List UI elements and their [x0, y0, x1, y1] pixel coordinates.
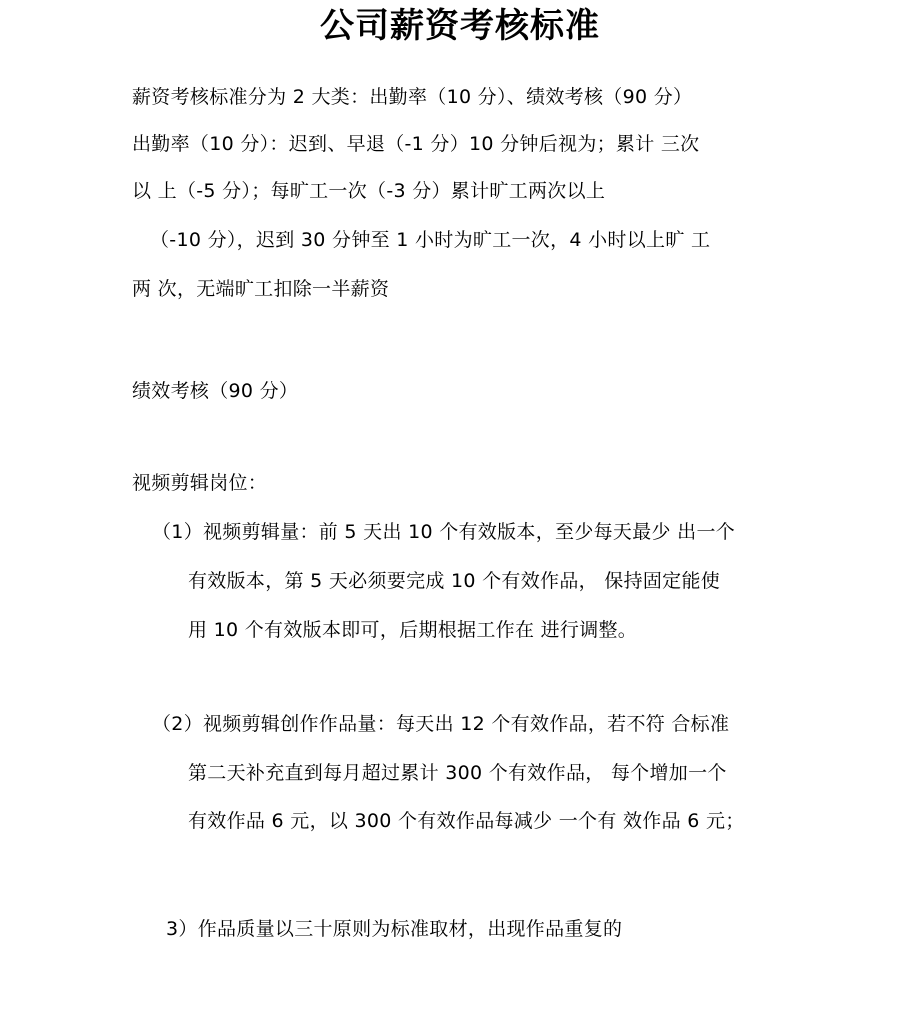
paragraph-line: 两 次，无端旷工扣除一半薪资: [132, 278, 390, 300]
list-item-line: （1）视频剪辑量：前 5 天出 10 个有效版本，至少每天最少 出一个: [152, 521, 736, 543]
section-heading: 绩效考核（90 分）: [132, 380, 299, 402]
list-item-line: 有效版本，第 5 天必须要完成 10 个有效作品， 保持固定能使: [188, 570, 721, 592]
list-item-line: 3）作品质量以三十原则为标准取材，出现作品重复的: [166, 918, 623, 940]
list-item-line: 用 10 个有效版本即可，后期根据工作在 进行调整。: [188, 619, 638, 641]
list-item-line: （2）视频剪辑创作作品量：每天出 12 个有效作品，若不符 合标准: [152, 713, 730, 735]
paragraph-line: 以 上（-5 分）；每旷工一次（-3 分）累计旷工两次以上: [132, 180, 606, 202]
list-item-line: 有效作品 6 元，以 300 个有效作品每减少 一个有 效作品 6 元；: [188, 810, 745, 832]
section-subheading: 视频剪辑岗位：: [132, 472, 268, 494]
document-title: 公司薪资考核标准: [320, 6, 600, 46]
paragraph-line: 出勤率（10 分）：迟到、早退（-1 分）10 分钟后视为；累计 三次: [132, 133, 700, 155]
list-item-line: 第二天补充直到每月超过累计 300 个有效作品， 每个增加一个: [188, 762, 727, 784]
paragraph-line: （-10 分），迟到 30 分钟至 1 小时为旷工一次，4 小时以上旷 工: [150, 229, 711, 251]
paragraph-line: 薪资考核标准分为 2 大类：出勤率（10 分）、绩效考核（90 分）: [132, 86, 693, 108]
